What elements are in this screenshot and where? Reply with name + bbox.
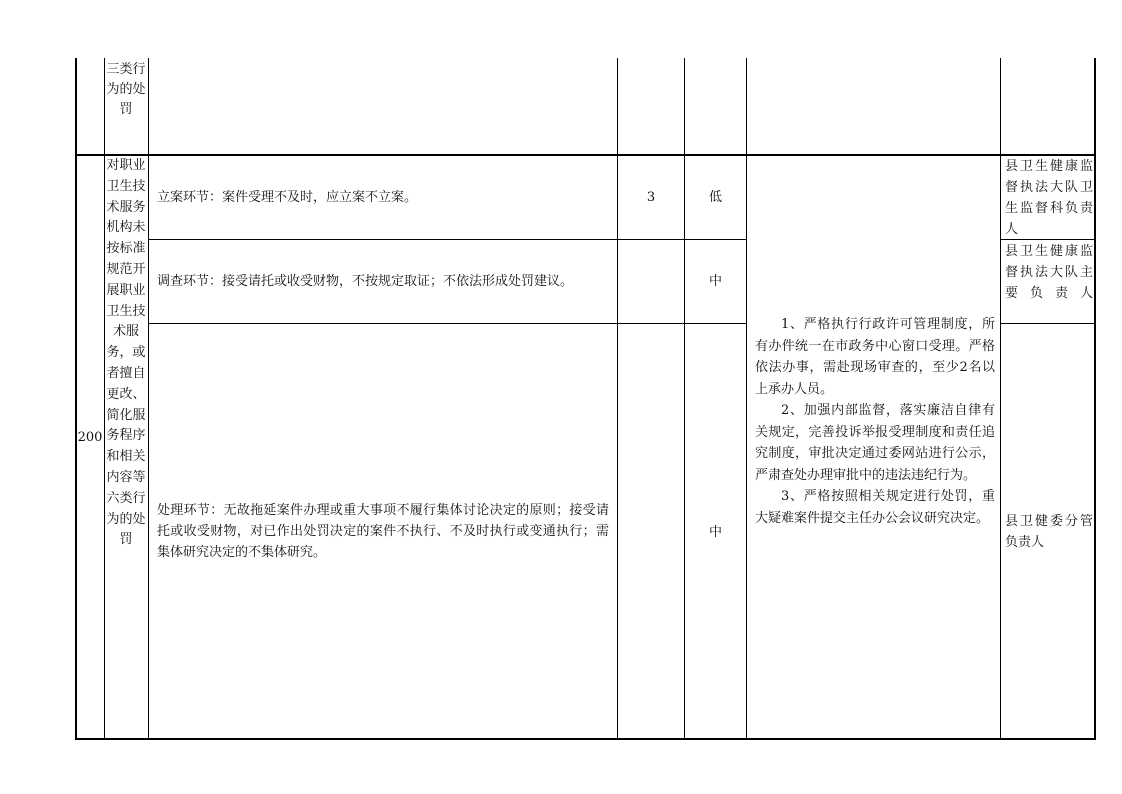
table-border-right (1094, 58, 1096, 740)
responsible-investigation: 县卫生健康监督执法大队主要负责人 (1005, 244, 1093, 301)
row-divider-investigation (148, 239, 746, 240)
risk-point-filing: 立案环节：案件受理不及时，应立案不立案。 (157, 190, 418, 205)
risk-point-investigation: 调查环节：接受请托或收受财物，不按规定取证；不依法形成处罚建议。 (157, 274, 574, 289)
risk-level-filing: 低 (708, 190, 722, 205)
responsible-handling: 县卫健委分管负责人 (1005, 514, 1093, 550)
prevention-measures (755, 314, 995, 529)
table-border-left (75, 58, 77, 740)
measure-item-1: 1、严格执行行政许可管理制度，所有办件统一在市政务中心窗口受理。严格依法办事，需赴现场审查的，至少2名以上承办人员。 (755, 317, 995, 397)
row-number: 200 (77, 430, 103, 445)
risk-point-handling: 处理环节：无故拖延案件办理或重大事项不履行集体讨论决定的原则；接受请托或收受财物，对已作出处罚决定的案件不执行、不及时执行或变通执行；需集体研究决定的不集体研究。 (157, 503, 609, 560)
risk-score-filing: 3 (646, 190, 656, 205)
category-tail-text: 三类行为的处罚 (106, 62, 146, 117)
col-divider-measures (1000, 58, 1001, 740)
measure-item-3: 3、严格按照相关规定进行处罚，重大疑难案件提交主任办公会议研究决定。 (755, 489, 995, 526)
col-divider-risk (617, 58, 618, 740)
measure-item-2: 2、加强内部监督，落实廉洁自律有关规定，完善投诉举报受理制度和责任追究制度，审批决定通过委网站进行公示，严肃查处办理审批中的违法违纪行为。 (755, 403, 995, 483)
row-divider-handling-resp (1000, 323, 1095, 324)
responsible-filing: 县卫生健康监督执法大队卫生监督科负责人 (1005, 159, 1093, 237)
category-text: 对职业卫生技术服务机构未按标准规范开展职业卫生技术服务，或者擅自更改、简化服务程序和相关内容等六类行为的处罚 (106, 158, 146, 548)
col-divider-category (148, 58, 149, 740)
row-divider-handling (148, 323, 746, 324)
col-divider-score (684, 58, 685, 740)
col-divider-number (104, 58, 105, 740)
table-border-bottom (75, 738, 1096, 740)
row-divider-200 (75, 154, 1096, 156)
risk-level-handling: 中 (708, 525, 722, 540)
risk-level-investigation: 中 (708, 274, 722, 289)
col-divider-level (746, 58, 747, 740)
